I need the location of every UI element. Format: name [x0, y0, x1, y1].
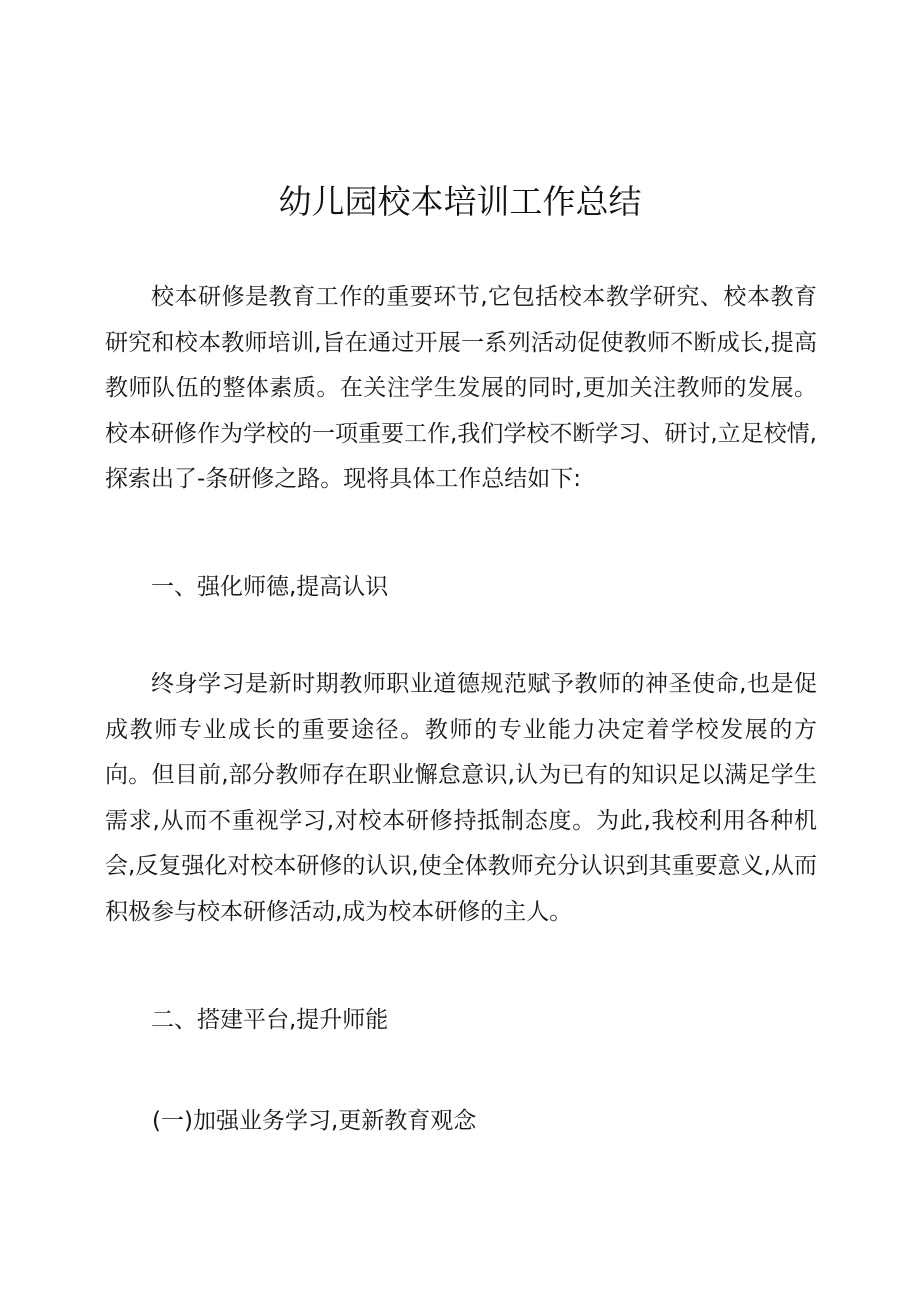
- intro-paragraph: 校本研修是教育工作的重要环节,它包括校本教学研究、校本教育研究和校本教师培训,旨在通过开展一系列活动促使教师不断成长,提高教师队伍的整体素质。在关注学生发展的同时,更加关注教师的发展。校本研修作为学校的一项重要工作,我们学校不断学习、研讨,立足校情,探索出了-条研修之路。现将具体工作总结如下:: [105, 284, 817, 492]
- section-1-heading: 一、强化师德,提高认识: [151, 574, 389, 600]
- section-2-subheading-1: (一)加强业务学习,更新教育观念: [152, 1108, 477, 1134]
- section-2-heading: 二、搭建平台,提升师能: [151, 1007, 389, 1033]
- section-1-paragraph: 终身学习是新时期教师职业道德规范赋予教师的神圣使命,也是促成教师专业成长的重要途径。教师的专业能力决定着学校发展的方向。但目前,部分教师存在职业懈怠意识,认为已有的知识足以满足学生需求,从而不重视学习,对校本研修持抵制态度。为此,我校利用各种机会,反复强化对校本研修的认识,使全体教师充分认识到其重要意义,从而积极参与校本研修活动,成为校本研修的主人。: [105, 671, 817, 925]
- document-title: 幼儿园校本培训工作总结: [278, 182, 642, 221]
